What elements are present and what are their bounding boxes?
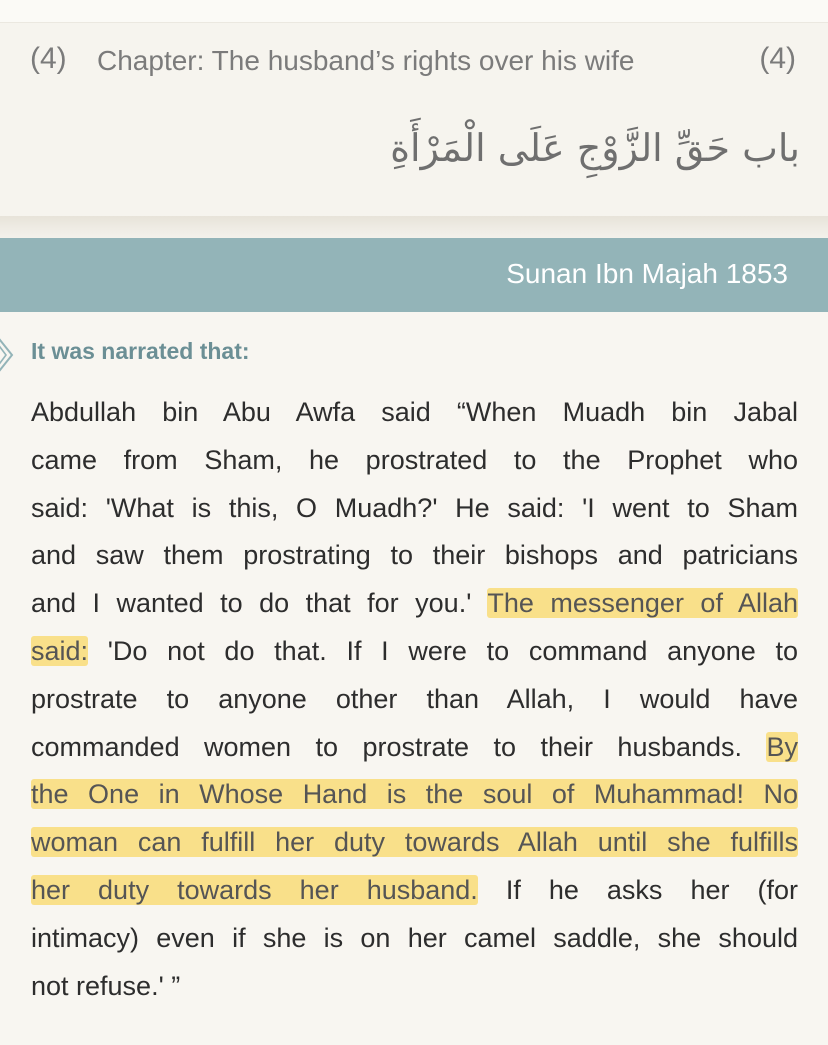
text-segment: intimacy) even if she is on her camel saddle, she should <box>31 922 798 953</box>
hadith-line <box>31 443 798 477</box>
text-segment: not refuse.' ” <box>31 970 181 1001</box>
hadith-line <box>31 491 798 525</box>
hadith-line <box>31 538 798 572</box>
hadith-line <box>31 586 798 620</box>
text-segment: said: 'What is this, O Muadh?' He said: 'I went to Sham <box>31 492 798 523</box>
hadith-line <box>31 395 798 429</box>
hadith-reference[interactable]: Sunan Ibn Majah 1853 <box>506 258 788 289</box>
highlighted-text: woman can fulfill her duty towards Allah until she fulfills <box>31 827 798 858</box>
chapter-title-row <box>0 42 828 86</box>
ornament-icon <box>0 336 16 374</box>
top-strip <box>0 0 828 22</box>
text-segment: commanded women to prostrate to their husbands. <box>31 731 767 762</box>
text-segment: came from Sham, he prostrated to the Prophet who <box>31 444 798 475</box>
hadith-line <box>31 921 798 955</box>
hadith-line <box>31 730 798 764</box>
text-segment: If he asks her (for <box>477 875 798 905</box>
chapter-number-left: (4) <box>30 42 67 75</box>
narrator-intro: It was narrated that: <box>31 338 250 364</box>
highlighted-text: said: <box>31 636 89 666</box>
hadith-line <box>31 873 798 907</box>
highlighted-text: By <box>766 731 798 762</box>
text-segment: and saw them prostrating to their bishops and patricians <box>31 540 798 571</box>
chapter-title: Chapter: The husband’s rights over his wife <box>97 45 635 76</box>
hadith-reference-bar <box>0 238 828 312</box>
chapter-arabic-title: باب حَقِّ الزَّوْجِ عَلَى الْمَرْأَةِ <box>390 126 800 170</box>
hadith-line <box>31 777 798 811</box>
hadith-line <box>31 634 798 668</box>
chapter-divider <box>0 216 828 238</box>
highlighted-text: the One in Whose Hand is the soul of Muhammad! No <box>31 779 798 810</box>
chapter-number-right: (4) <box>759 42 796 75</box>
hadith-line <box>31 825 798 859</box>
highlighted-text: her duty towards her husband. <box>31 875 478 905</box>
highlighted-text: The messenger of Allah <box>487 588 798 619</box>
hadith-line <box>31 969 798 1003</box>
text-segment: Abdullah bin Abu Awfa said “When Muadh bin Jabal <box>31 397 798 427</box>
hadith-line <box>31 682 798 716</box>
text-segment: 'Do not do that. If I were to command anyone to <box>88 636 798 666</box>
text-segment: and I wanted to do that for you.' <box>31 588 488 619</box>
text-segment: prostrate to anyone other than Allah, I would have <box>31 683 798 714</box>
